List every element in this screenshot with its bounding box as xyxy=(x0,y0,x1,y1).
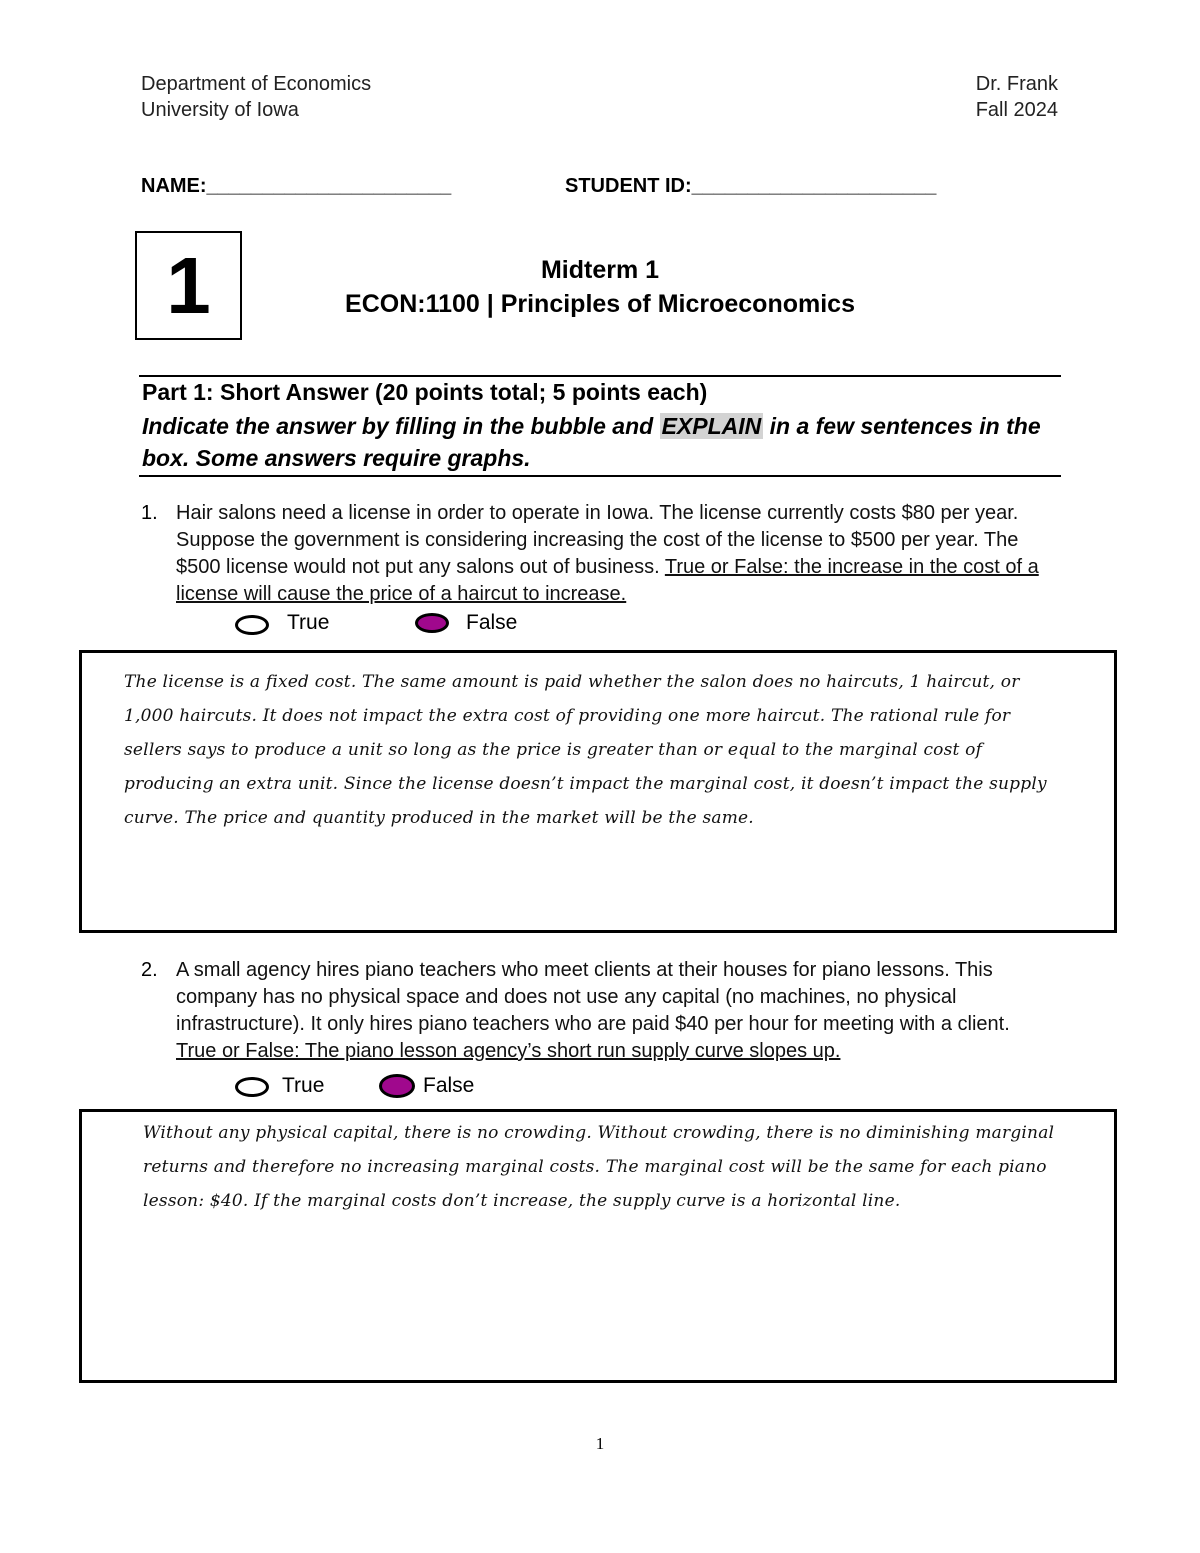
divider-top xyxy=(139,375,1061,377)
instructions-text: Indicate the answer by filling in the bubble and xyxy=(142,413,660,439)
term: Fall 2024 xyxy=(975,99,1058,121)
answer-text-2: Without any physical capital, there is no crowding. Without crowding, there is no diminishing marginal returns and therefore no increasing marginal costs. The marginal cost will be the same for each piano lesson: $40. If the marginal costs don’t increase, the supply curve is a horizontal line. xyxy=(143,1123,1055,1211)
question-body: A small agency hires piano teachers who meet clients at their houses for piano lessons. This company has no physical space and does not use any capital (no machines, no physical infrastructure). It only hires piano teachers who are paid $40 per hour for meeting with a client. xyxy=(176,959,1010,1035)
page-box-number: 1 xyxy=(135,231,242,340)
part-instructions xyxy=(142,410,1052,474)
question-1-text xyxy=(176,500,1056,608)
instructor-name: Dr. Frank xyxy=(975,73,1058,95)
part-title: Part 1: Short Answer (20 points total; 5 points each) xyxy=(142,379,708,405)
true-label: True xyxy=(287,611,330,634)
answer-text-1: The license is a fixed cost. The same amount is paid whether the salon does no haircuts, 1 haircut, or 1,000 haircuts. It does not impact the extra cost of providing one more haircut. The rational rule for sellers says to produce a unit so long as the price is greater than or equal to the marginal cost of producing an extra unit. Since the license doesn’t impact the marginal cost, it doesn’t impact the supply curve. The price and quantity produced in the market will be the same. xyxy=(124,672,1047,828)
false-label: False xyxy=(466,611,518,634)
course-title: ECON:1100 | Principles of Microeconomics xyxy=(345,290,855,318)
divider-bottom xyxy=(139,475,1061,477)
header-right xyxy=(976,71,1058,123)
university-name: University of Iowa xyxy=(141,99,299,121)
department-name: Department of Economics xyxy=(141,73,372,95)
true-bubble[interactable] xyxy=(235,1077,269,1097)
question-prompt: True or False: The piano lesson agency’s short run supply curve slopes up. xyxy=(176,1040,841,1062)
false-bubble-filled[interactable] xyxy=(415,613,449,633)
header-left xyxy=(141,71,371,123)
page-number: 1 xyxy=(595,1434,605,1453)
question-body: Hair salons need a license in order to operate in Iowa. The license currently costs $80 per year. Suppose the government is considering increasing the cost of the license to $500 per year. The $500 license would not put any salons out of business. xyxy=(176,502,1019,578)
true-bubble[interactable] xyxy=(235,615,269,635)
true-label: True xyxy=(282,1074,325,1097)
instructions-text-cont: in a few sentences in the box. Some answers require graphs. xyxy=(142,413,1041,471)
false-bubble-filled[interactable] xyxy=(379,1074,415,1098)
explain-highlight: EXPLAIN xyxy=(661,413,762,439)
false-label: False xyxy=(423,1074,475,1097)
exam-title: Midterm 1 xyxy=(540,256,660,284)
question-prompt: True or False: the increase in the cost of a license will cause the price of a haircut to increase. xyxy=(176,556,1039,605)
question-number: 2. xyxy=(141,959,158,981)
name-field[interactable]: NAME:______________________ xyxy=(141,175,452,197)
question-2-text xyxy=(176,957,1041,1065)
question-number: 1. xyxy=(141,502,158,524)
student-id-field[interactable]: STUDENT ID:______________________ xyxy=(565,175,937,197)
